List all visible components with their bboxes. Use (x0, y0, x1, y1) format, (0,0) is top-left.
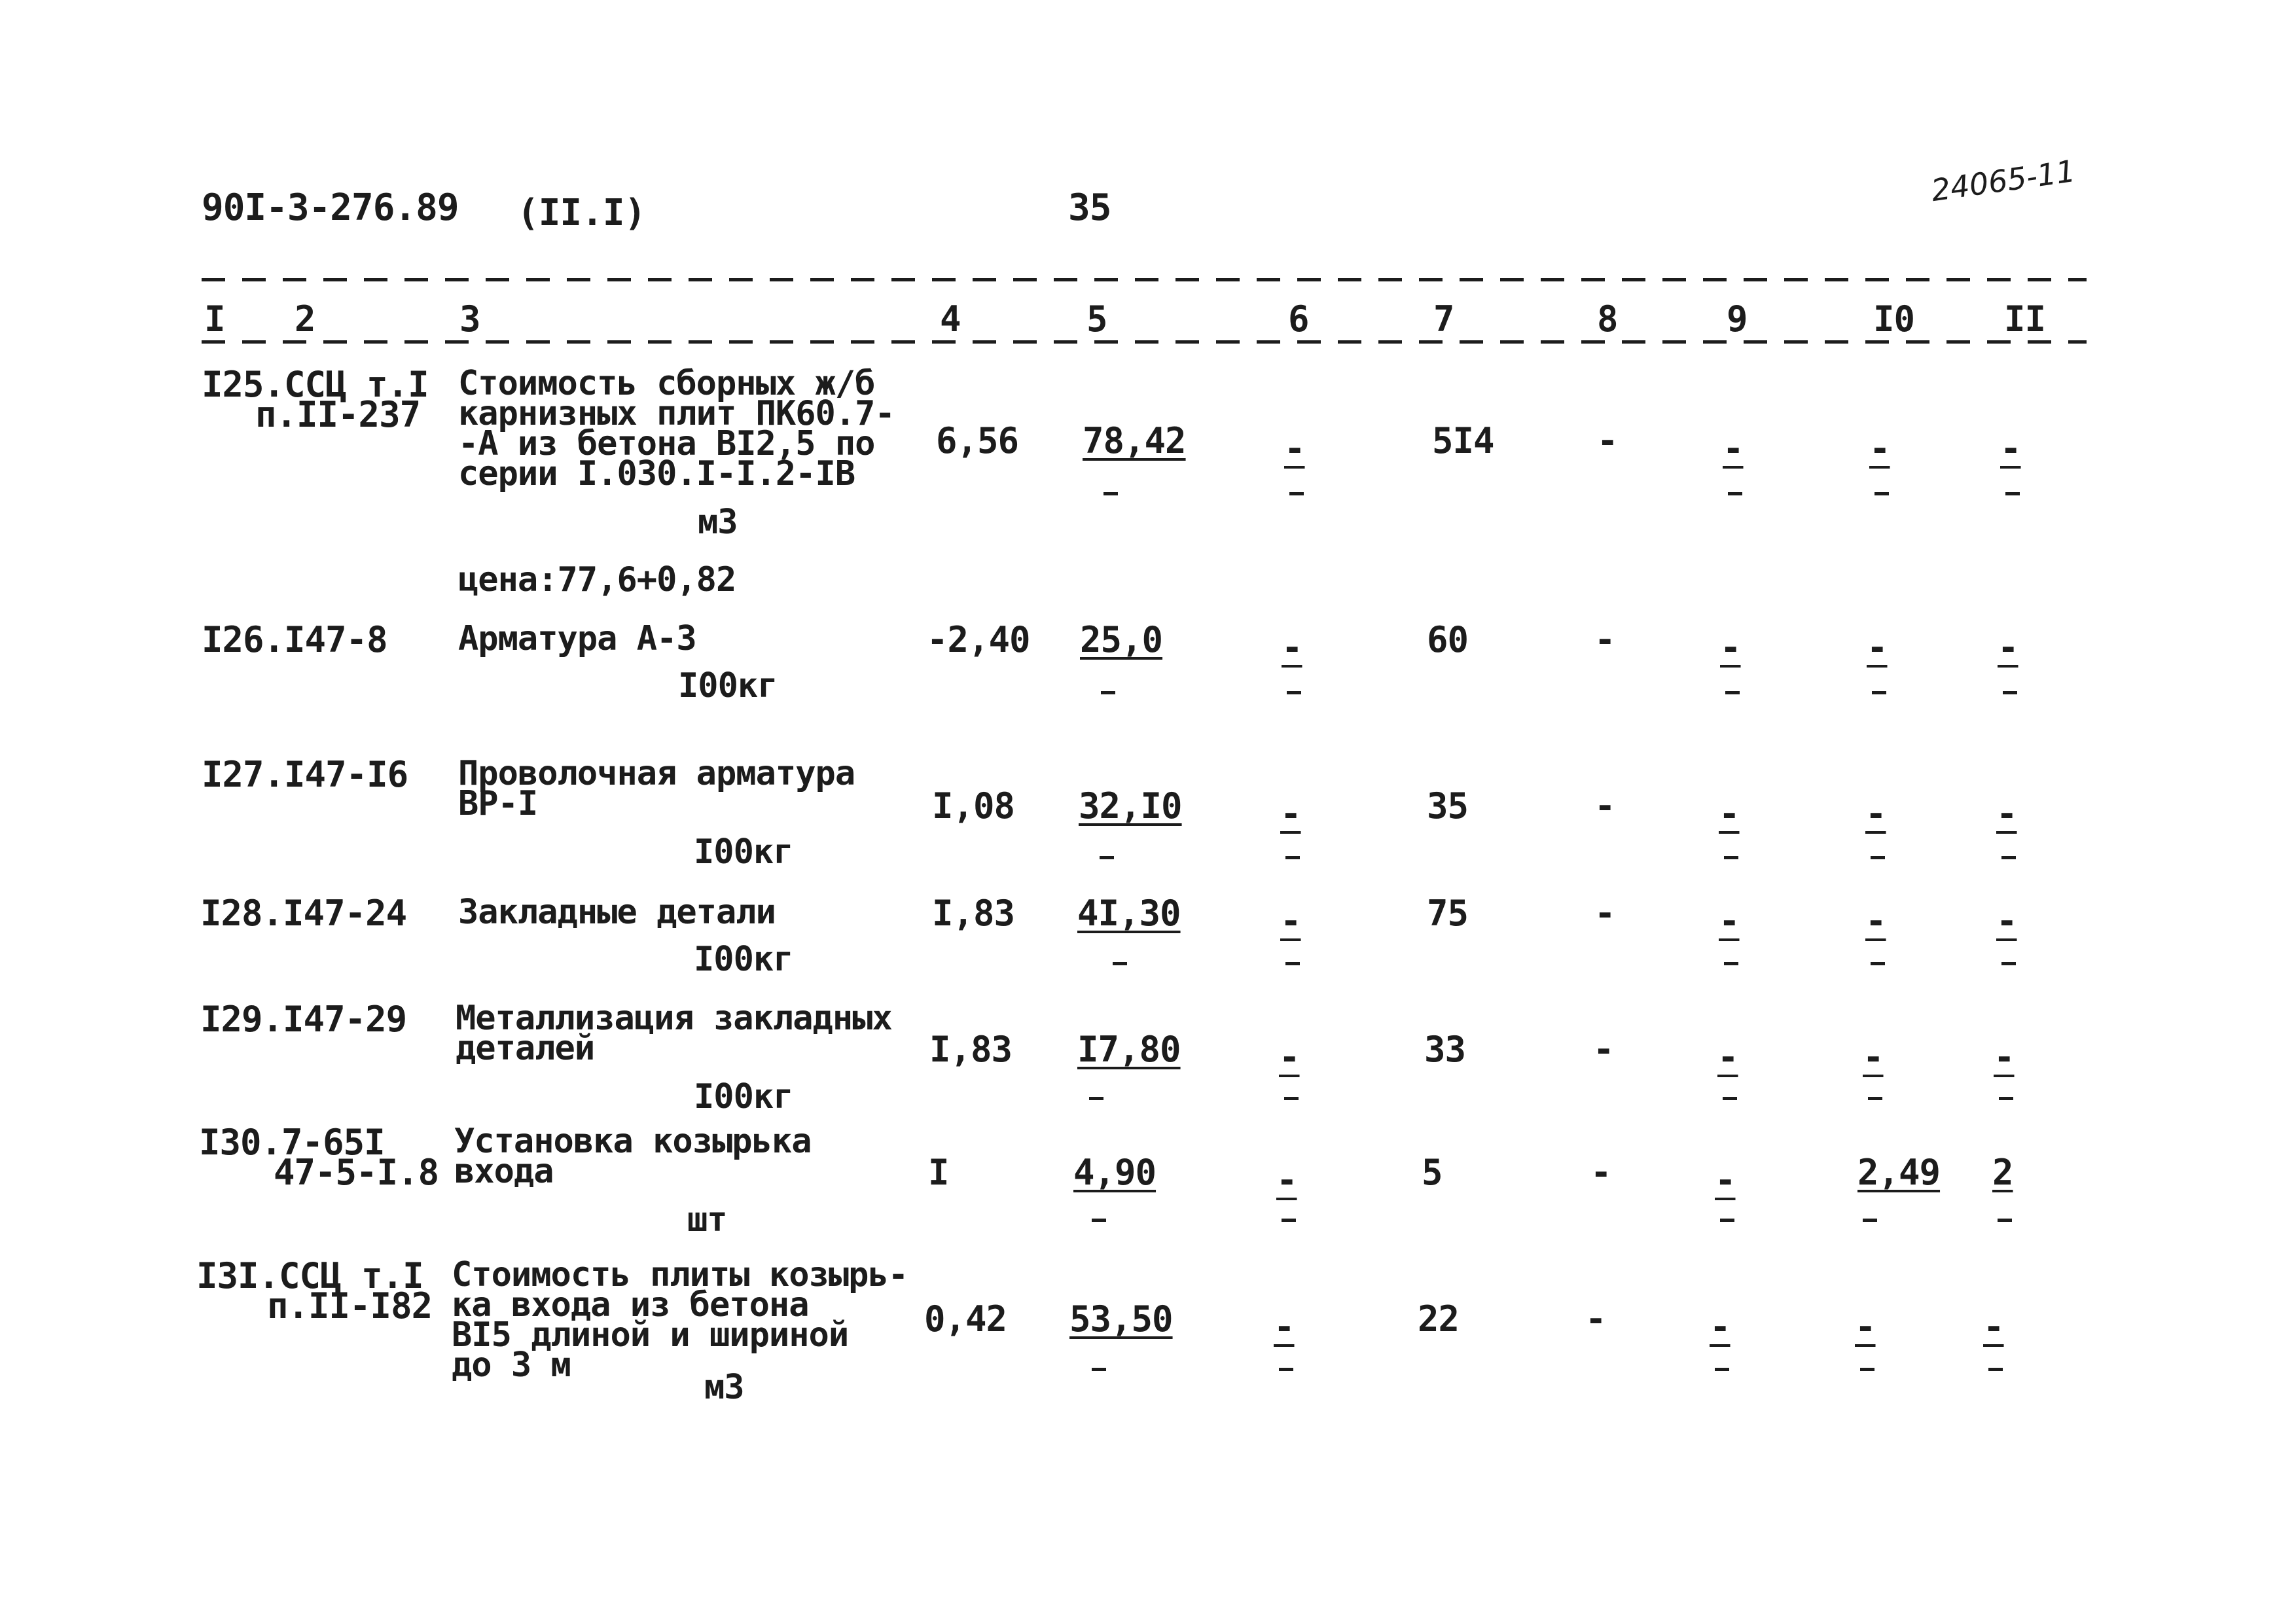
row-description-line: карнизных плит ПК60.7- (458, 394, 895, 433)
row-reference: 47-5-I.8 (274, 1152, 439, 1193)
col8-value: - (1594, 619, 1615, 660)
col11-value: - (1994, 1037, 2015, 1078)
col8-value: - (1585, 1298, 1606, 1340)
col6-value: - (1280, 793, 1301, 834)
col8-value: - (1597, 420, 1618, 461)
unit-price-sub-dash (1101, 691, 1115, 694)
col10-value: - (1869, 428, 1890, 469)
total-value: 33 (1424, 1029, 1466, 1070)
col11-sub-dash (1988, 1368, 2003, 1371)
col10-sub-dash (1871, 856, 1885, 859)
row-number: I30.7-65I (199, 1122, 385, 1163)
row-description-line: Арматура А-3 (458, 619, 696, 658)
col11-sub-dash (2001, 856, 2016, 859)
col11-value: - (1996, 793, 2017, 834)
col11-value: 2 (1992, 1152, 2013, 1193)
col6-sub-dash (1282, 1219, 1296, 1222)
row-description-line: ВР-I (458, 784, 538, 823)
col6-value: - (1274, 1306, 1295, 1347)
col11-sub-dash (1999, 1097, 2013, 1100)
col6-sub-dash (1284, 1097, 1299, 1100)
col9-value: - (1715, 1160, 1736, 1201)
column-number: 2 (295, 298, 315, 340)
row-number: I27.I47-I6 (202, 754, 408, 795)
row-reference: п.II-I82 (267, 1285, 433, 1327)
document-code: 90I-3-276.89 (202, 187, 459, 229)
row-unit: шт (687, 1200, 727, 1240)
row-unit: I00кг (694, 940, 793, 979)
unit-price-sub-dash (1103, 492, 1118, 495)
col6-value: - (1279, 1037, 1300, 1078)
col11-sub-dash (2005, 492, 2020, 495)
unit-price-value: 4,90 (1073, 1152, 1157, 1193)
col10-value: - (1865, 901, 1886, 942)
col10-value: - (1865, 793, 1886, 834)
column-number: 7 (1433, 298, 1454, 340)
row-unit: м3 (698, 503, 738, 542)
col9-sub-dash (1720, 1219, 1734, 1222)
col11-value: - (1998, 627, 2018, 668)
handwritten-reference: 24065-11 (1929, 152, 2078, 209)
row-unit: I00кг (694, 832, 793, 872)
col9-sub-dash (1715, 1368, 1729, 1371)
column-number: 4 (940, 298, 961, 340)
col6-sub-dash (1287, 691, 1301, 694)
col6-sub-dash (1285, 962, 1300, 965)
total-value: 60 (1427, 619, 1469, 660)
row-unit: м3 (704, 1368, 744, 1407)
col10-sub-dash (1874, 492, 1889, 495)
unit-price-sub-dash (1100, 856, 1114, 859)
quantity-value: -2,40 (927, 619, 1030, 660)
col10-sub-dash (1872, 691, 1886, 694)
col9-sub-dash (1723, 1097, 1737, 1100)
header-bottom-rule (202, 340, 2087, 344)
total-value: 5I4 (1432, 420, 1494, 461)
col10-value: 2,49 (1857, 1152, 1941, 1193)
row-number: I29.I47-29 (200, 999, 407, 1040)
price-note: цена:77,6+0,82 (458, 560, 736, 599)
row-description-line: -А из бетона BI2,5 по (458, 424, 875, 463)
row-description-line: BI5 длиной и шириной (452, 1315, 849, 1355)
quantity-value: I (928, 1152, 949, 1193)
section-code: (II.I) (517, 192, 646, 234)
col9-value: - (1717, 1037, 1738, 1078)
unit-price-value: 25,0 (1080, 619, 1163, 660)
col8-value: - (1593, 1029, 1614, 1070)
unit-price-value: 32,I0 (1079, 785, 1182, 827)
col10-value: - (1863, 1037, 1884, 1078)
column-number: 8 (1597, 298, 1618, 340)
col11-sub-dash (1998, 1219, 2012, 1222)
col9-sub-dash (1724, 856, 1738, 859)
unit-price-value: 78,42 (1083, 420, 1186, 461)
col11-value: - (2000, 428, 2021, 469)
col11-sub-dash (2001, 962, 2016, 965)
quantity-value: 0,42 (924, 1298, 1007, 1340)
page-number: 35 (1068, 187, 1111, 229)
unit-price-value: 53,50 (1069, 1298, 1173, 1340)
row-description-line: Проволочная арматура (458, 754, 855, 793)
unit-price-sub-dash (1092, 1219, 1106, 1222)
col8-value: - (1594, 893, 1615, 934)
row-description-line: до 3 м (452, 1346, 571, 1385)
total-value: 75 (1427, 893, 1469, 934)
row-description-line: Стоимость сборных ж/б (458, 364, 875, 403)
row-description-line: Закладные детали (458, 893, 776, 932)
col6-value: - (1284, 428, 1305, 469)
col6-value: - (1280, 901, 1301, 942)
total-value: 22 (1418, 1298, 1460, 1340)
column-number: 6 (1288, 298, 1309, 340)
row-description-line: Стоимость плиты козырь- (452, 1255, 908, 1294)
col8-value: - (1590, 1152, 1611, 1193)
row-description-line: Металлизация закладных (456, 999, 892, 1038)
row-unit: I00кг (694, 1077, 793, 1116)
col6-sub-dash (1279, 1368, 1293, 1371)
col9-sub-dash (1725, 691, 1740, 694)
quantity-value: I,83 (929, 1029, 1013, 1070)
unit-price-sub-dash (1089, 1097, 1103, 1100)
col6-value: - (1282, 627, 1302, 668)
col6-sub-dash (1289, 492, 1304, 495)
quantity-value: 6,56 (936, 420, 1019, 461)
row-number: I28.I47-24 (200, 893, 407, 934)
row-description-line: деталей (456, 1029, 595, 1068)
col10-value: - (1867, 627, 1888, 668)
col9-value: - (1720, 627, 1741, 668)
row-description-line: Установка козырька (454, 1122, 812, 1161)
row-description-line: ка входа из бетона (452, 1285, 809, 1325)
total-value: 35 (1427, 785, 1469, 827)
col11-sub-dash (2003, 691, 2017, 694)
quantity-value: I,08 (932, 785, 1015, 827)
col11-value: - (1996, 901, 2017, 942)
row-number: I26.I47-8 (202, 619, 387, 660)
row-reference: п.II-237 (255, 394, 421, 435)
col9-sub-dash (1724, 962, 1738, 965)
column-number: II (2004, 298, 2046, 340)
col9-sub-dash (1728, 492, 1742, 495)
column-number: 9 (1727, 298, 1748, 340)
unit-price-value: I7,80 (1077, 1029, 1181, 1070)
row-description-line: серии I.030.I-I.2-IB (458, 454, 855, 493)
unit-price-sub-dash (1092, 1368, 1106, 1371)
row-number: I3I.ССЦ т.I (196, 1255, 423, 1296)
header-top-rule (202, 278, 2087, 281)
col9-value: - (1710, 1306, 1731, 1347)
col10-sub-dash (1871, 962, 1885, 965)
column-number: 3 (459, 298, 480, 340)
col10-value: - (1855, 1306, 1876, 1347)
row-number: I25.ССЦ т.I (202, 364, 429, 405)
column-number: I (204, 298, 225, 340)
column-number: I0 (1873, 298, 1915, 340)
unit-price-sub-dash (1113, 962, 1127, 965)
row-unit: I00кг (678, 666, 778, 705)
col10-sub-dash (1868, 1097, 1882, 1100)
unit-price-value: 4I,30 (1077, 893, 1181, 934)
col9-value: - (1719, 901, 1740, 942)
total-value: 5 (1422, 1152, 1443, 1193)
row-description-line: входа (454, 1152, 554, 1191)
col11-value: - (1983, 1306, 2004, 1347)
quantity-value: I,83 (932, 893, 1015, 934)
col10-sub-dash (1863, 1219, 1877, 1222)
col10-sub-dash (1860, 1368, 1874, 1371)
col8-value: - (1594, 785, 1615, 827)
col6-value: - (1276, 1160, 1297, 1201)
column-number: 5 (1086, 298, 1107, 340)
col9-value: - (1719, 793, 1740, 834)
col6-sub-dash (1285, 856, 1300, 859)
col9-value: - (1723, 428, 1744, 469)
